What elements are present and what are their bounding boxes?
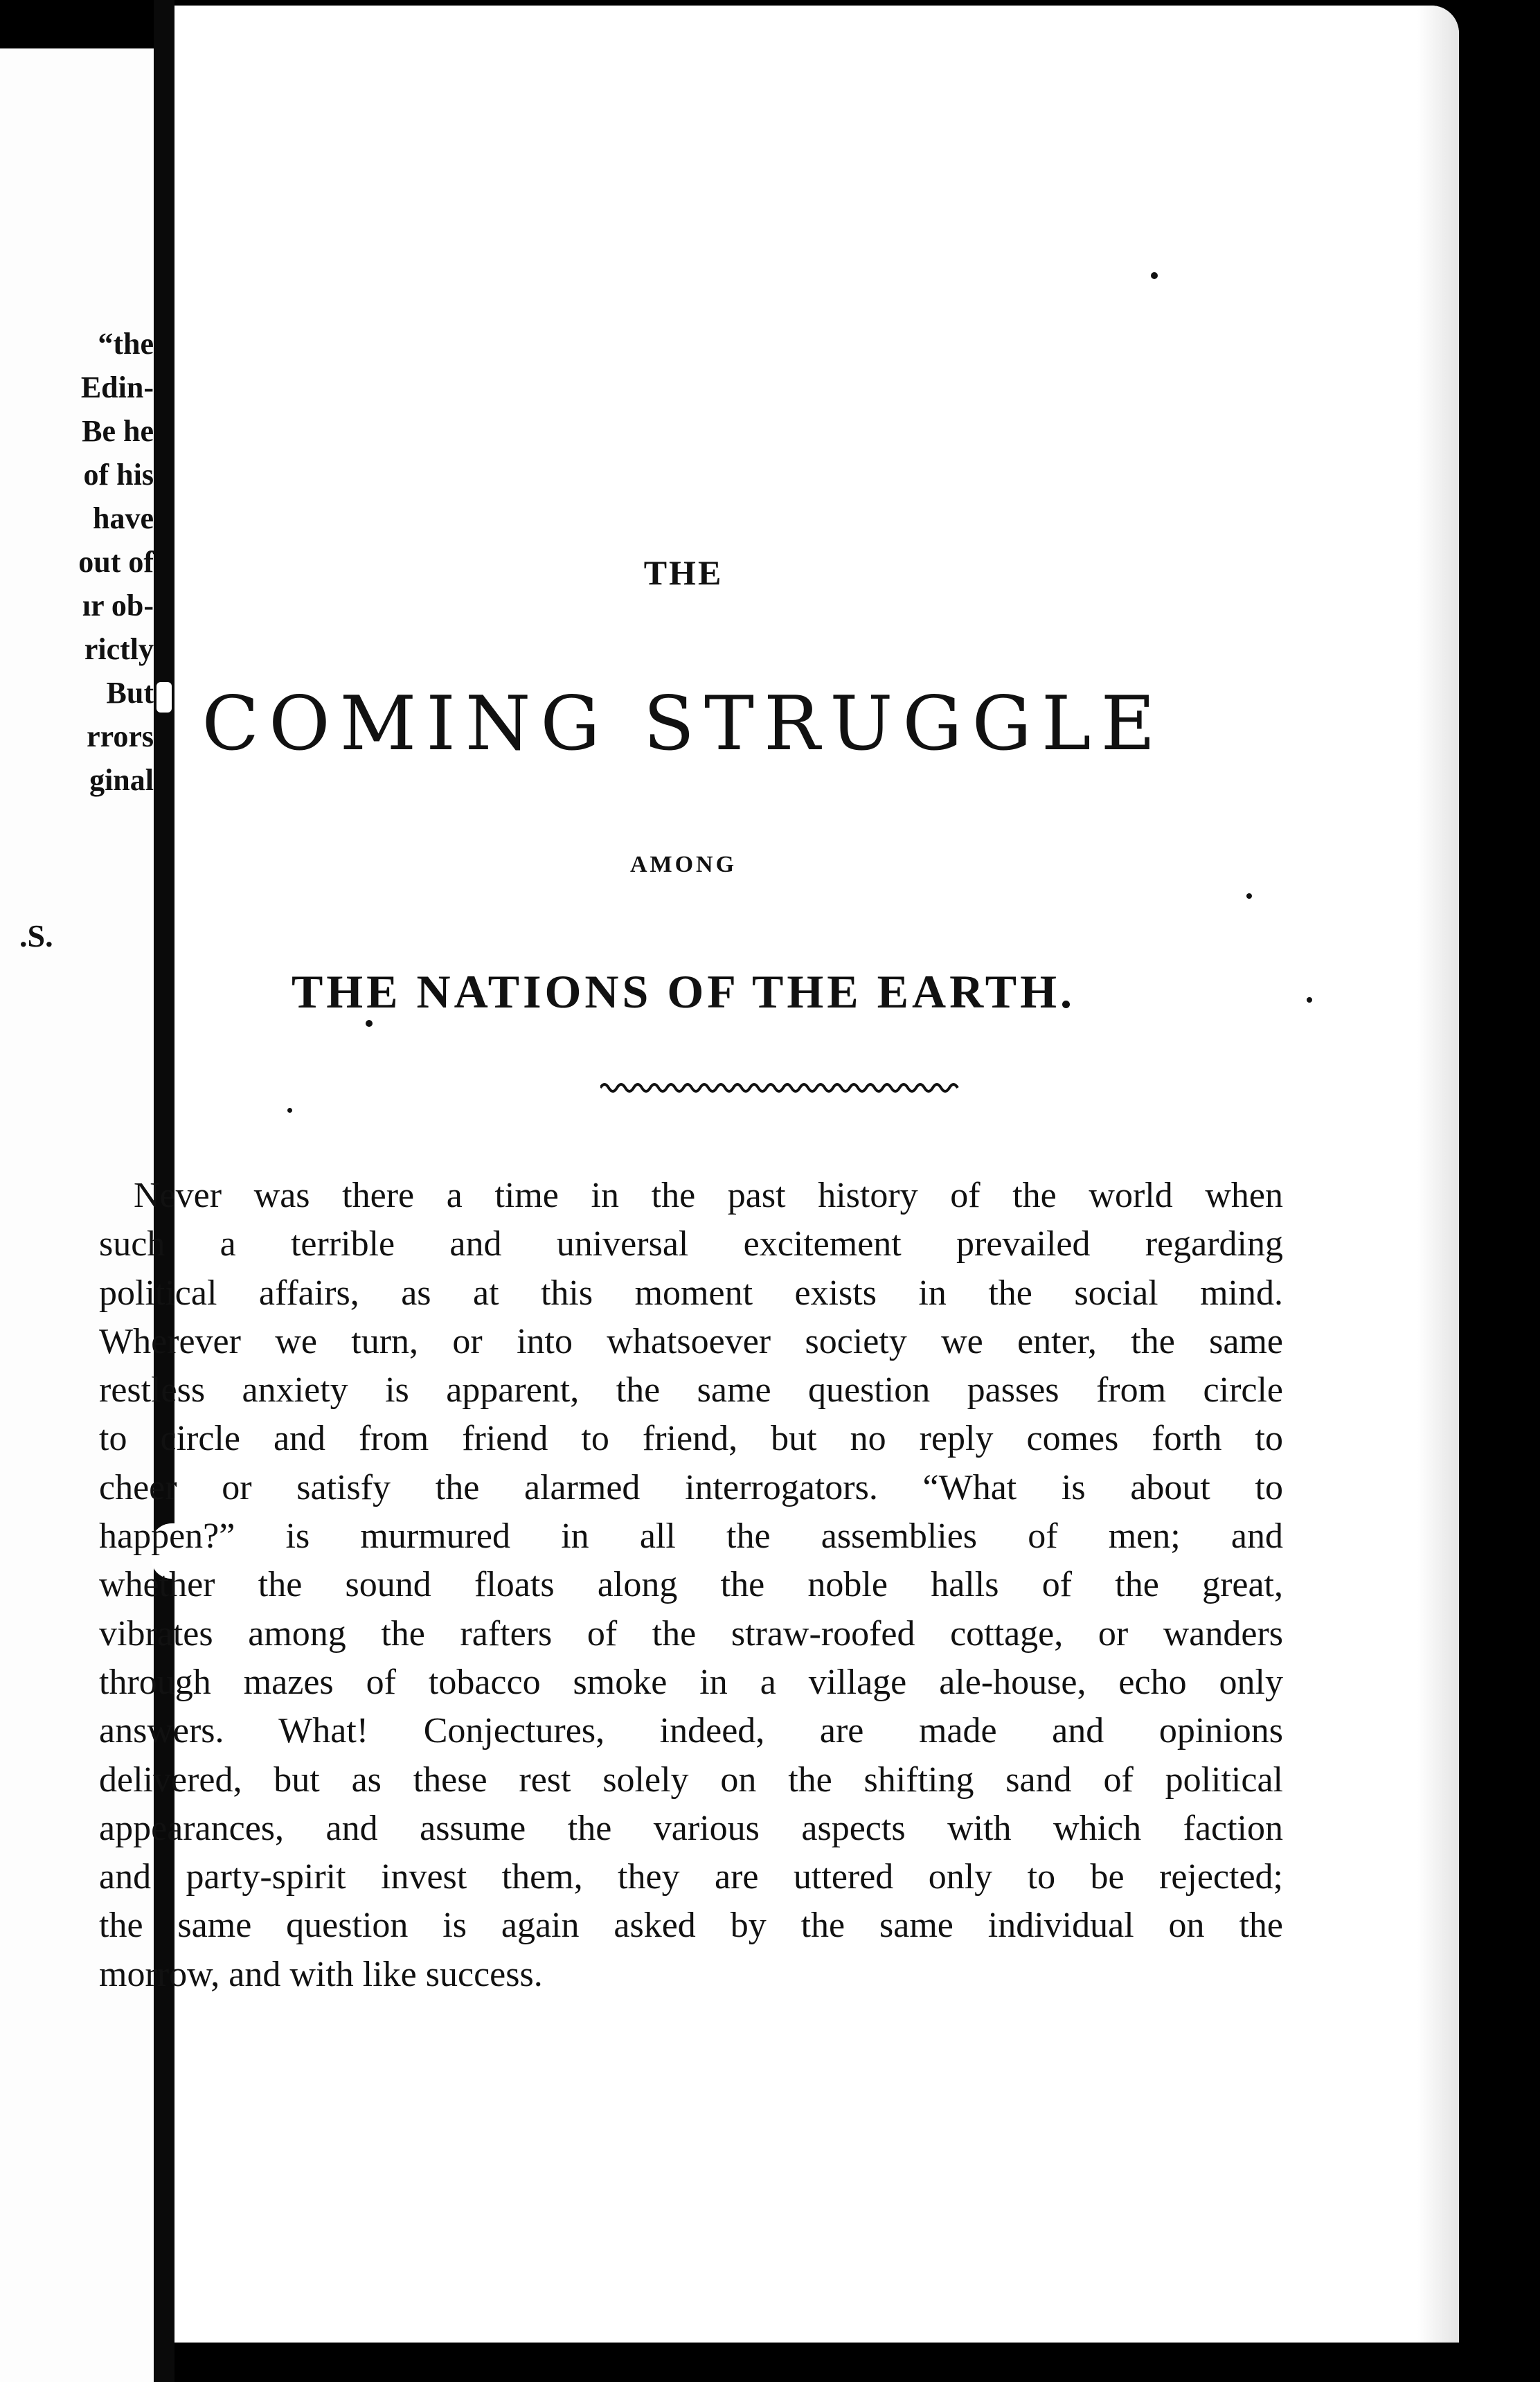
- title-article: THE: [643, 553, 724, 592]
- left-page-signature: .S.: [19, 918, 53, 953]
- body-paragraph: [99, 1172, 1318, 1999]
- body-line: appearances, and assume the various aspects with which faction: [99, 1808, 1283, 1848]
- page-title: COMING STRUGGLE: [202, 681, 1165, 767]
- body-line: restless anxiety is apparent, the same question passes from circle: [99, 1370, 1283, 1411]
- body-line: delivered, but as these rest solely on the shifting sand of political: [99, 1759, 1283, 1800]
- body-line: morrow, and with like success.: [99, 1954, 543, 1994]
- left-line: But: [106, 676, 154, 710]
- left-line: rrors: [87, 719, 154, 753]
- binding-mark: [156, 682, 172, 713]
- page-subtitle: THE NATIONS OF THE EARTH.: [291, 965, 1076, 1018]
- body-line: the same question is again asked by the same individual on the: [99, 1906, 1283, 1946]
- speck: [1246, 893, 1252, 899]
- wavy-rule-ornament: [600, 1074, 960, 1095]
- body-line: vibrates among the rafters of the straw-roofed cottage, or wanders: [99, 1613, 1283, 1654]
- body-line: to circle and from friend to friend, but no reply comes forth to: [99, 1419, 1283, 1459]
- left-line: Be he: [82, 414, 154, 448]
- speck: [1307, 997, 1312, 1003]
- title-connector: AMONG: [629, 852, 737, 877]
- body-line: Never was there a time in the past history of the world when: [134, 1176, 1283, 1215]
- left-page-text: [78, 322, 154, 802]
- left-line: out of: [78, 545, 154, 579]
- left-line: Edin-: [80, 370, 154, 404]
- left-line: “the: [98, 327, 154, 361]
- speck: [1151, 272, 1158, 279]
- body-line: cheer or satisfy the alarmed interrogators. “What is about to: [99, 1467, 1283, 1507]
- body-line: and party-spirit invest them, they are uttered only to be rejected;: [99, 1857, 1283, 1897]
- body-line: Wherever we turn, or into whatsoever society we enter, the same: [99, 1321, 1283, 1361]
- left-line: rictly: [84, 632, 154, 666]
- body-line: such a terrible and universal excitement prevailed regarding: [99, 1224, 1283, 1264]
- speck: [366, 1020, 373, 1027]
- body-line: political affairs, as at this moment exists in the social mind.: [99, 1273, 1283, 1313]
- body-line: whether the sound floats along the noble halls of the great,: [99, 1565, 1283, 1605]
- speck: [287, 1108, 292, 1113]
- body-line: through mazes of tobacco smoke in a village ale-house, echo only: [99, 1662, 1283, 1702]
- body-line: answers. What! Conjectures, indeed, are made and opinions: [99, 1711, 1283, 1751]
- left-line: have: [93, 501, 154, 535]
- left-line: ır ob-: [82, 589, 154, 623]
- left-line: ginal: [89, 763, 154, 797]
- body-line: happen?” is murmured in all the assemblies of men; and: [99, 1516, 1283, 1557]
- left-line: of his: [83, 458, 154, 492]
